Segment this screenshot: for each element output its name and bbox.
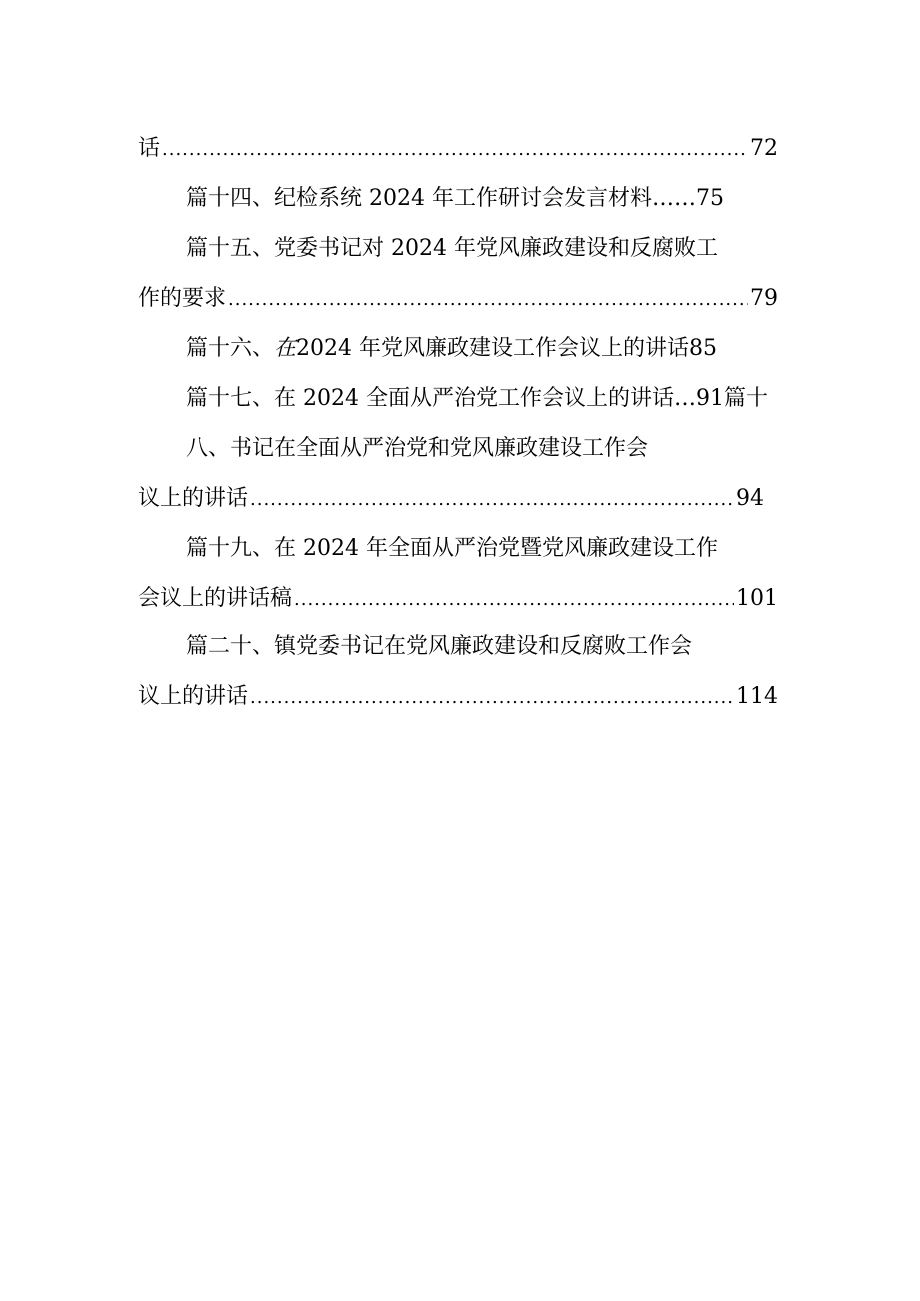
toc-entry-title-cont: 议上的讲话	[138, 684, 249, 709]
toc-entry-title-cont: 会议上的讲话稿	[138, 586, 293, 611]
page-number: 72	[750, 136, 778, 161]
toc-entry-17[interactable]	[186, 388, 768, 410]
dot-leader	[294, 588, 734, 610]
toc-entry-title: 八、书记在全面从严治党和党风廉政建设工作会	[186, 436, 649, 461]
toc-entry-title: 篇二十、镇党委书记在党风廉政建设和反腐败工作会	[186, 634, 693, 659]
toc-entry-16[interactable]	[186, 338, 717, 360]
toc-entry-18-start: 篇十	[723, 386, 768, 411]
ellipsis-leader: ……	[651, 186, 696, 211]
page-number: 91	[695, 386, 724, 411]
toc-entry-14[interactable]	[186, 188, 724, 210]
page-number: 94	[736, 486, 764, 511]
toc-entry-15-line-1[interactable]	[186, 238, 718, 260]
page-number: 85	[689, 336, 718, 361]
page-number: 114	[736, 684, 778, 709]
page-number: 101	[736, 586, 778, 611]
dot-leader	[250, 488, 734, 510]
dot-leader	[228, 288, 748, 310]
toc-entry-13-continuation[interactable]	[138, 138, 778, 160]
toc-entry-title-cont: 议上的讲话	[138, 486, 249, 511]
toc-entry-title: 篇十九、在 2024 年全面从严治党暨党风廉政建设工作	[186, 536, 718, 561]
page-number: 75	[695, 186, 724, 211]
toc-entry-italic-word: 在	[274, 336, 297, 361]
toc-entry-prefix: 篇十六、	[186, 336, 275, 361]
toc-entry-18-line-2[interactable]	[138, 488, 764, 510]
toc-entry-20-line-2[interactable]	[138, 686, 778, 708]
toc-entry-15-line-2[interactable]	[138, 288, 778, 310]
page-number: 79	[750, 286, 778, 311]
toc-entry-title-cont: 作的要求	[138, 286, 227, 311]
toc-entry-20-line-1[interactable]	[186, 636, 692, 658]
toc-entry-18-line-1[interactable]	[186, 438, 648, 460]
toc-entry-title: 篇十七、在 2024 全面从严治党工作会议上的讲话…	[186, 386, 696, 411]
dot-leader	[250, 686, 734, 708]
toc-entry-title: 篇十四、纪检系统 2024 年工作研讨会发言材料	[186, 186, 652, 211]
dot-leader	[162, 138, 748, 160]
toc-entry-title: 2024 年党风廉政建设工作会议上的讲话	[296, 336, 690, 361]
toc-entry-text: 话	[138, 136, 161, 161]
toc-entry-19-line-2[interactable]	[138, 588, 778, 610]
toc-entry-19-line-1[interactable]	[186, 538, 718, 560]
toc-entry-title: 篇十五、党委书记对 2024 年党风廉政建设和反腐败工	[186, 236, 718, 261]
